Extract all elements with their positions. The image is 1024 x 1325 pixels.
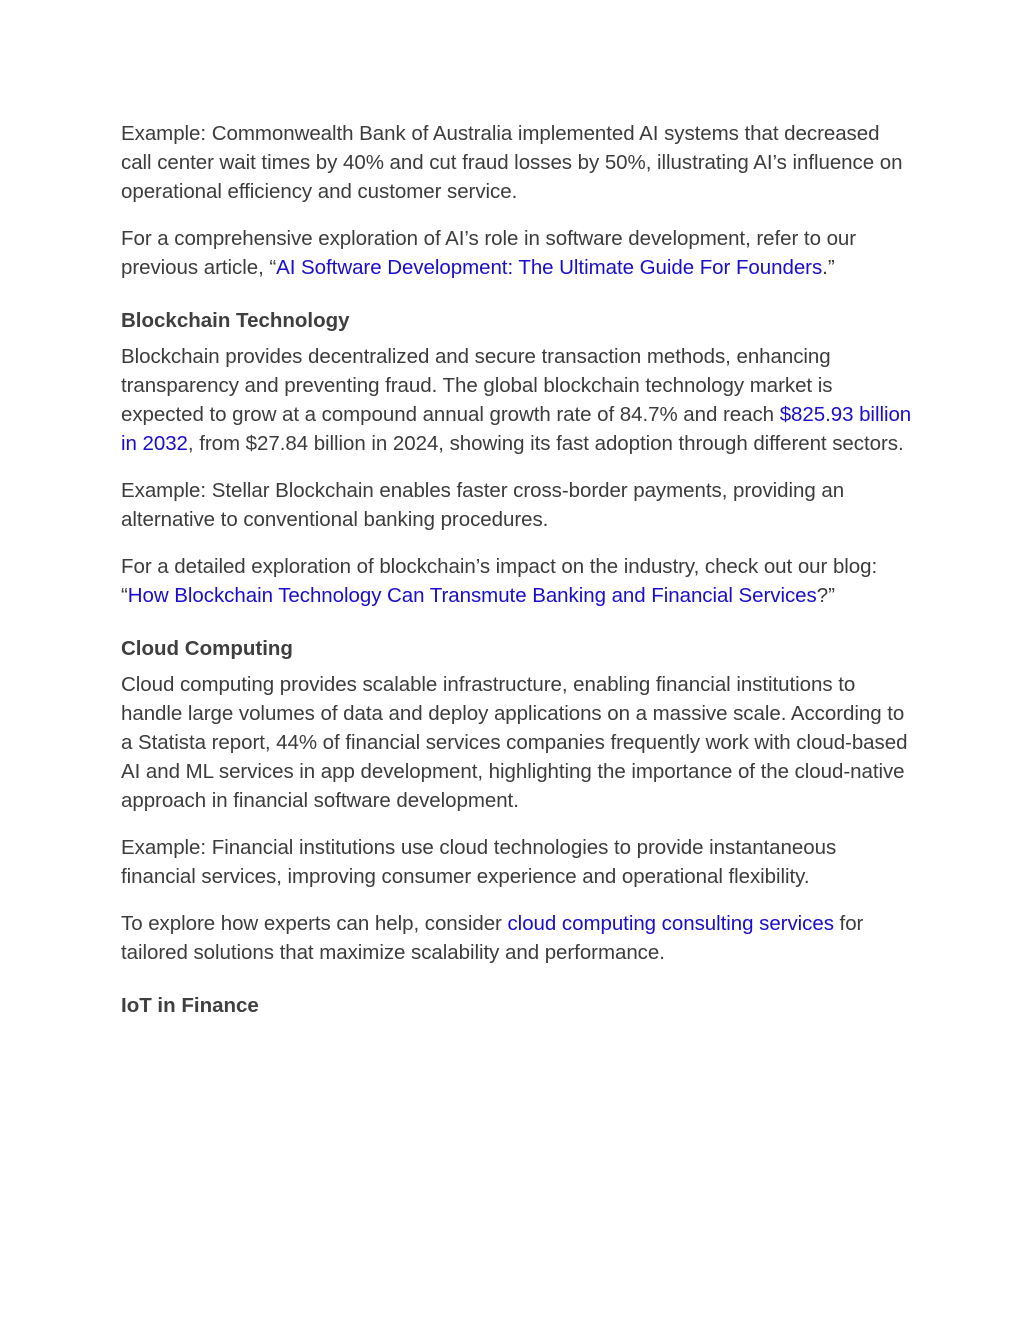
blockchain-example-paragraph: [121, 476, 914, 534]
example-label: Example:: [121, 122, 207, 145]
paragraph-text: , from $27.84 billion in 2024, showing its fast adoption through different sectors.: [187, 432, 904, 455]
paragraph-text: For a detailed exploration of blockchain’s impact on the industry, check out our blog: “: [121, 555, 878, 607]
cloud-consulting-link[interactable]: cloud computing consulting services: [507, 912, 834, 935]
cloud-computing-heading: Cloud Computing: [121, 637, 293, 660]
blockchain-heading: Blockchain Technology: [121, 309, 350, 332]
example-text: Stellar Blockchain enables faster cross-border payments, providing an alternative to conventional banking procedures.: [121, 479, 845, 531]
paragraph-text: .”: [822, 256, 835, 279]
blockchain-body-paragraph: [121, 342, 914, 458]
cloud-body-paragraph: [121, 670, 914, 815]
paragraph-text: ?”: [816, 584, 835, 607]
iot-heading: IoT in Finance: [121, 994, 259, 1017]
example-text: Financial institutions use cloud technologies to provide instantaneous financial services, improving consumer experience and operational flexibility.: [121, 836, 837, 888]
blockchain-banking-blog-link[interactable]: How Blockchain Technology Can Transmute Banking and Financial Services: [127, 584, 817, 607]
example-text: Commonwealth Bank of Australia implemented AI systems that decreased call center wait times by 40% and cut fraud losses by 50%, illustrating AI’s influence on operational efficiency and customer service.: [121, 122, 903, 203]
paragraph-text: For a comprehensive exploration of AI’s role in software development, refer to our previous article, “: [121, 227, 857, 279]
ai-refer-paragraph: [121, 224, 914, 282]
ai-example-paragraph: [121, 119, 914, 206]
example-label: Example:: [121, 479, 207, 502]
paragraph-text: for tailored solutions that maximize scalability and performance.: [121, 912, 864, 964]
cloud-explore-paragraph: [121, 909, 914, 967]
ai-software-guide-link[interactable]: AI Software Development: The Ultimate Guide For Founders: [276, 256, 823, 279]
cloud-example-paragraph: [121, 833, 914, 891]
paragraph-text: Cloud computing provides scalable infrastructure, enabling financial institutions to handle large volumes of data and deploy applications on a massive scale. According to a Statista report, 44% of financial services companies frequently work with cloud-based AI and ML services in app development, highlighting the importance of the cloud-native approach in financial software development.: [121, 673, 908, 812]
example-label: Example:: [121, 836, 207, 859]
blockchain-refer-paragraph: [121, 552, 914, 610]
paragraph-text: Blockchain provides decentralized and secure transaction methods, enhancing transparency and preventing fraud. The global blockchain technology market is expected to grow at a compound annual growth rate of 84.7% and reach: [121, 345, 833, 426]
blockchain-market-link[interactable]: $825.93 billion in 2032: [121, 403, 912, 455]
paragraph-text: To explore how experts can help, consider: [121, 912, 508, 935]
